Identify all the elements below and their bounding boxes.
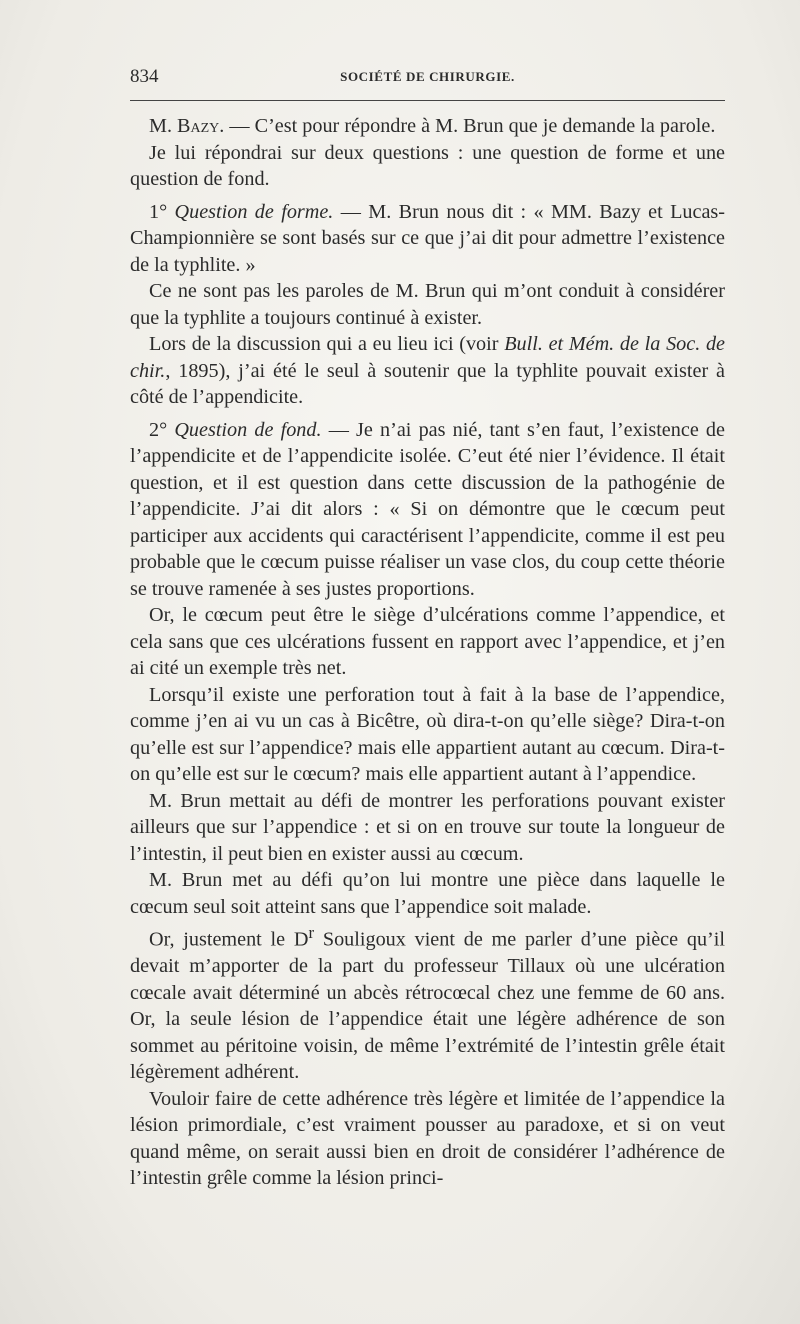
paragraph: Lorsqu’il existe une perforation tout à fait à la base de l’appendice, comme j’en ai vu un cas à Bicêtre, où dira-t-on qu’elle siège? Dira-t-on qu’elle est sur l’appendice? mais elle appartient autant au cœcum. Dira-t-on qu’elle est sur le cœcum? mais elle appartient autant à l’appendice.	[130, 683, 725, 785]
page-header	[130, 66, 725, 92]
superscript: r	[308, 923, 315, 942]
paragraph: Or, le cœcum peut être le siège d’ulcérations comme l’appendice, et cela sans que ces ulcérations fussent en rapport avec l’appendice, et j’en ai cité un exemple très net.	[130, 604, 725, 679]
paragraph-question-forme: 1° Question de forme. — M. Brun nous dit : « MM. Bazy et Lucas-Championnière se sont basés sur ce que j’ai dit pour admettre l’existence de la typhlite. »	[130, 200, 725, 276]
paragraph: M. Brun mettait au défi de montrer les perforations pouvant exister ailleurs que sur l’appendice : et si on en trouve sur toute la longueur de l’intestin, il peut bien en exister aussi au cœcum.	[130, 789, 725, 865]
paragraph-question-fond: 2° Question de fond. — Je n’ai pas nié, tant s’en faut, l’existence de l’appendicite et de l’appendicite isolée. C’eut été nier l’évidence. Il était question, et il est question dans cette discussion de la pathogénie de l’appendicite. J’ai dit alors : « Si on démontre que le cœcum peut participer aux accidents qui caractérisent l’appendicite, comme il est peu probable que le cœcum puisse réaliser un vase clos, du coup cette théorie se trouve ramenée à ses justes proportions.	[130, 418, 725, 600]
paragraph: Or, justement le $D^r$ Souligoux vient de me parler d’une pièce qu’il devait m’apporter de la part du professeur Tillaux où une ulcération cœcale avait déterminé un abcès rétrocœcal chez une femme de 60 ans. Or, la seule lésion de l’appendice était une légère adhérence de son sommet au péritoine voisin, de même l’extrémité de l’intestin grêle était légèrement adhérent.	[130, 923, 725, 1084]
paragraph: Je lui répondrai sur deux questions : une question de forme et une question de fond.	[130, 141, 725, 190]
paragraph-bazy-intro: M. Bazy. — C’est pour répondre à M. Brun que je demande la parole.	[149, 115, 716, 137]
paragraph: M. Brun met au défi qu’on lui montre une pièce dans laquelle le cœcum seul soit atteint sans que l’appendice soit malade.	[130, 869, 725, 918]
paragraph: Vouloir faire de cette adhérence très légère et limitée de l’appendice la lésion primordiale, c’est vraiment pousser au paradoxe, et si on veut quand même, on serait aussi bien en droit de considérer l’adhérence de l’intestin grêle comme la lésion princi-	[130, 1087, 725, 1190]
header-rule	[130, 100, 725, 101]
citation: Bull. et Mém. de la Soc. de chir.	[130, 333, 726, 382]
running-title: SOCIÉTÉ DE CHIRURGIE.	[340, 69, 515, 84]
paragraph: Ce ne sont pas les paroles de M. Brun qui m’ont conduit à considérer que la typhlite a toujours continué à exister.	[130, 280, 725, 329]
paragraph: Lors de la discussion qui a eu lieu ici (voir Bull. et Mém. de la Soc. de chir., 1895), j’ai été le seul à soutenir que la typhlite pouvait exister à côté de l’appendicite.	[130, 333, 726, 408]
section-heading: Question de forme.	[174, 200, 334, 223]
section-heading: Question de fond.	[174, 418, 322, 441]
speaker-name: M. Bazy.	[149, 115, 225, 137]
page-number: 834	[130, 66, 159, 87]
body-text	[130, 113, 725, 1192]
